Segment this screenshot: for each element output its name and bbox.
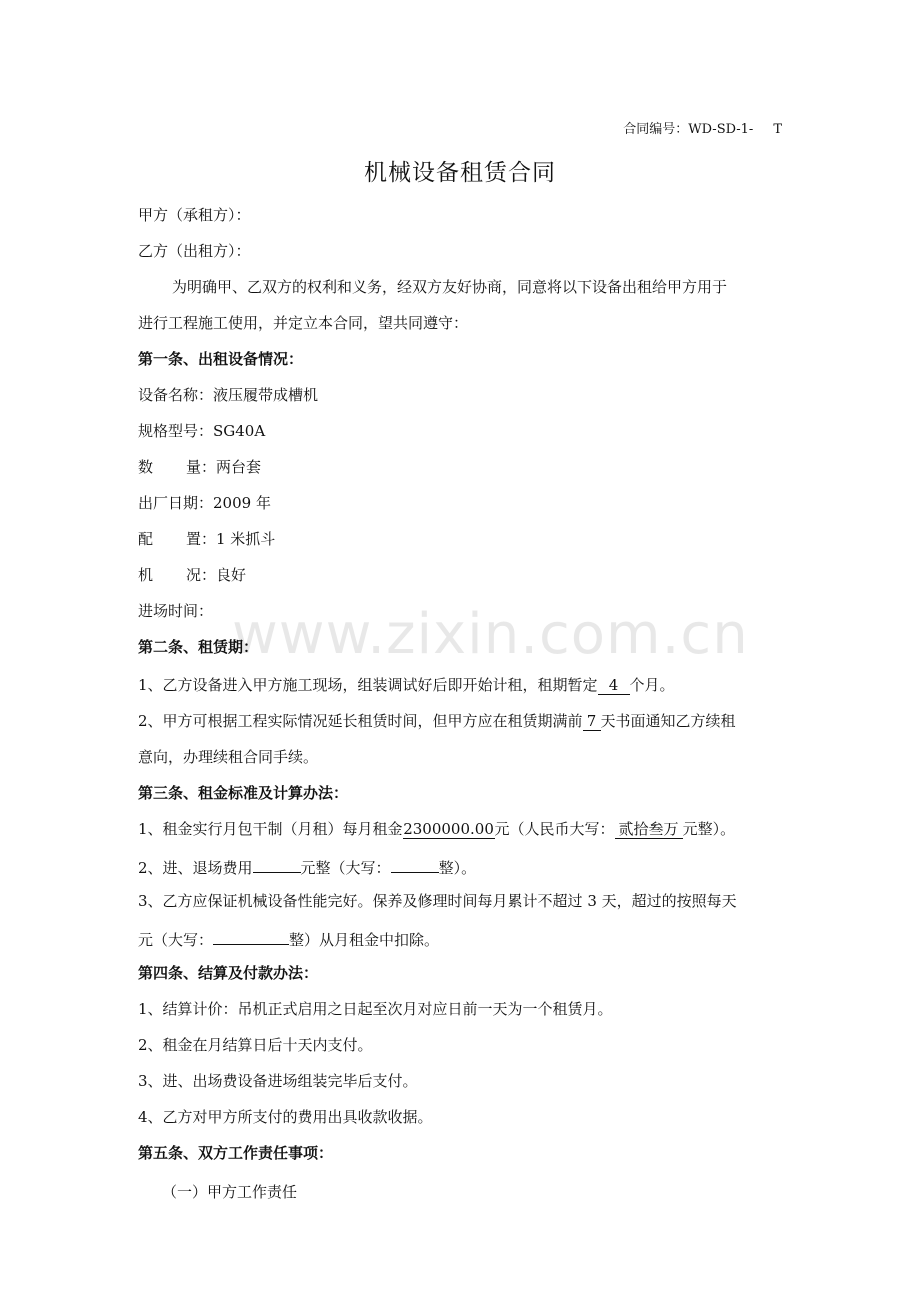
lease-term-suffix: 个月。 xyxy=(629,676,675,694)
deduction-blank xyxy=(213,927,289,945)
article-4-item-3: 3、进、出场费设备进场组装完毕后支付。 xyxy=(138,1072,418,1090)
article-4-heading: 第四条、结算及付款办法： xyxy=(138,964,319,982)
article-1-heading: 第一条、出租设备情况： xyxy=(138,350,304,368)
deduction-suffix: 整）从月租金中扣除。 xyxy=(289,931,440,949)
article-2-item-2 xyxy=(138,711,736,731)
article-4-item-2: 2、租金在月结算日后十天内支付。 xyxy=(138,1036,373,1054)
article-3-item-3: 3、乙方应保证机械设备性能完好。保养及修理时间每月累计不超过 3 天，超过的按照每天 xyxy=(138,892,737,910)
entry-exit-fee-suffix: 整）。 xyxy=(438,859,477,877)
party-b-line: 乙方（出租方）： xyxy=(138,242,251,260)
watermark: www.zixin.com.cn xyxy=(232,602,749,667)
contract-number-label: 合同编号：WD-SD-1- xyxy=(623,122,754,137)
article-5-heading: 第五条、双方工作责任事项： xyxy=(138,1144,334,1162)
article-3-item-2 xyxy=(138,855,476,878)
renewal-text: 2、甲方可根据工程实际情况延长租赁时间，但甲方应在租赁期满前 xyxy=(138,712,583,730)
party-a-line: 甲方（承租方）： xyxy=(138,206,251,224)
lease-term-text: 1、乙方设备进入甲方施工现场，组装调试好后即开始计租，租期暂定 xyxy=(138,676,598,694)
lease-term-months: 4 xyxy=(598,677,630,695)
monthly-rent-amount: 2300000.00 xyxy=(403,820,494,838)
equipment-model: 规格型号：SG40A xyxy=(138,422,266,440)
article-2-item-2-cont: 意向，办理续租合同手续。 xyxy=(138,748,319,766)
monthly-rent-words: 贰拾叁万 xyxy=(615,821,683,839)
condition-label-a: 机 xyxy=(138,566,154,584)
entry-exit-fee-text: 2、进、退场费用 xyxy=(138,859,253,877)
entry-exit-fee-blank xyxy=(253,855,301,873)
monthly-rent-text: 1、租金实行月包干制（月租）每月租金 xyxy=(138,820,403,838)
entry-exit-fee-words-blank xyxy=(391,855,439,873)
deduction-text: 元（大写： xyxy=(138,931,214,949)
monthly-rent-mid: 元（人民币大写： xyxy=(494,820,615,838)
quantity-label-b: 量：两台套 xyxy=(186,458,262,476)
article-4-item-1: 1、结算计价：吊机正式启用之日起至次月对应日前一天为一个租赁月。 xyxy=(138,1000,613,1018)
article-2-item-1 xyxy=(138,675,675,695)
document-title: 机械设备租赁合同 xyxy=(364,160,556,186)
contract-number-suffix: T xyxy=(773,122,782,137)
article-5-sub-1: （一）甲方工作责任 xyxy=(162,1183,298,1201)
renewal-notice-days: 7 xyxy=(583,713,601,731)
manufacture-date: 出厂日期：2009 年 xyxy=(138,494,271,512)
monthly-rent-suffix: 元整）。 xyxy=(682,820,736,838)
equipment-condition xyxy=(138,565,246,585)
entry-time: 进场时间： xyxy=(138,602,214,620)
article-3-heading: 第三条、租金标准及计算办法： xyxy=(138,784,349,802)
renewal-suffix: 天书面通知乙方续租 xyxy=(600,712,736,730)
equipment-name: 设备名称：液压履带成槽机 xyxy=(138,386,319,404)
preamble-line-1: 为明确甲、乙双方的权利和义务，经双方友好协商，同意将以下设备出租给甲方用于 xyxy=(172,278,728,296)
contract-number xyxy=(623,121,782,139)
article-3-item-3-cont xyxy=(138,927,439,950)
condition-label-b: 况：良好 xyxy=(186,566,247,584)
equipment-quantity xyxy=(138,457,261,477)
equipment-config xyxy=(138,529,275,549)
entry-exit-fee-mid: 元整（大写： xyxy=(300,859,391,877)
article-3-item-1 xyxy=(138,819,735,839)
quantity-label-a: 数 xyxy=(138,458,154,476)
config-label-b: 置：1 米抓斗 xyxy=(186,530,276,548)
config-label-a: 配 xyxy=(138,530,154,548)
article-2-heading: 第二条、租赁期： xyxy=(138,638,259,656)
article-4-item-4: 4、乙方对甲方所支付的费用出具收款收据。 xyxy=(138,1108,433,1126)
preamble-line-2: 进行工程施工使用，并定立本合同，望共同遵守： xyxy=(138,314,469,332)
